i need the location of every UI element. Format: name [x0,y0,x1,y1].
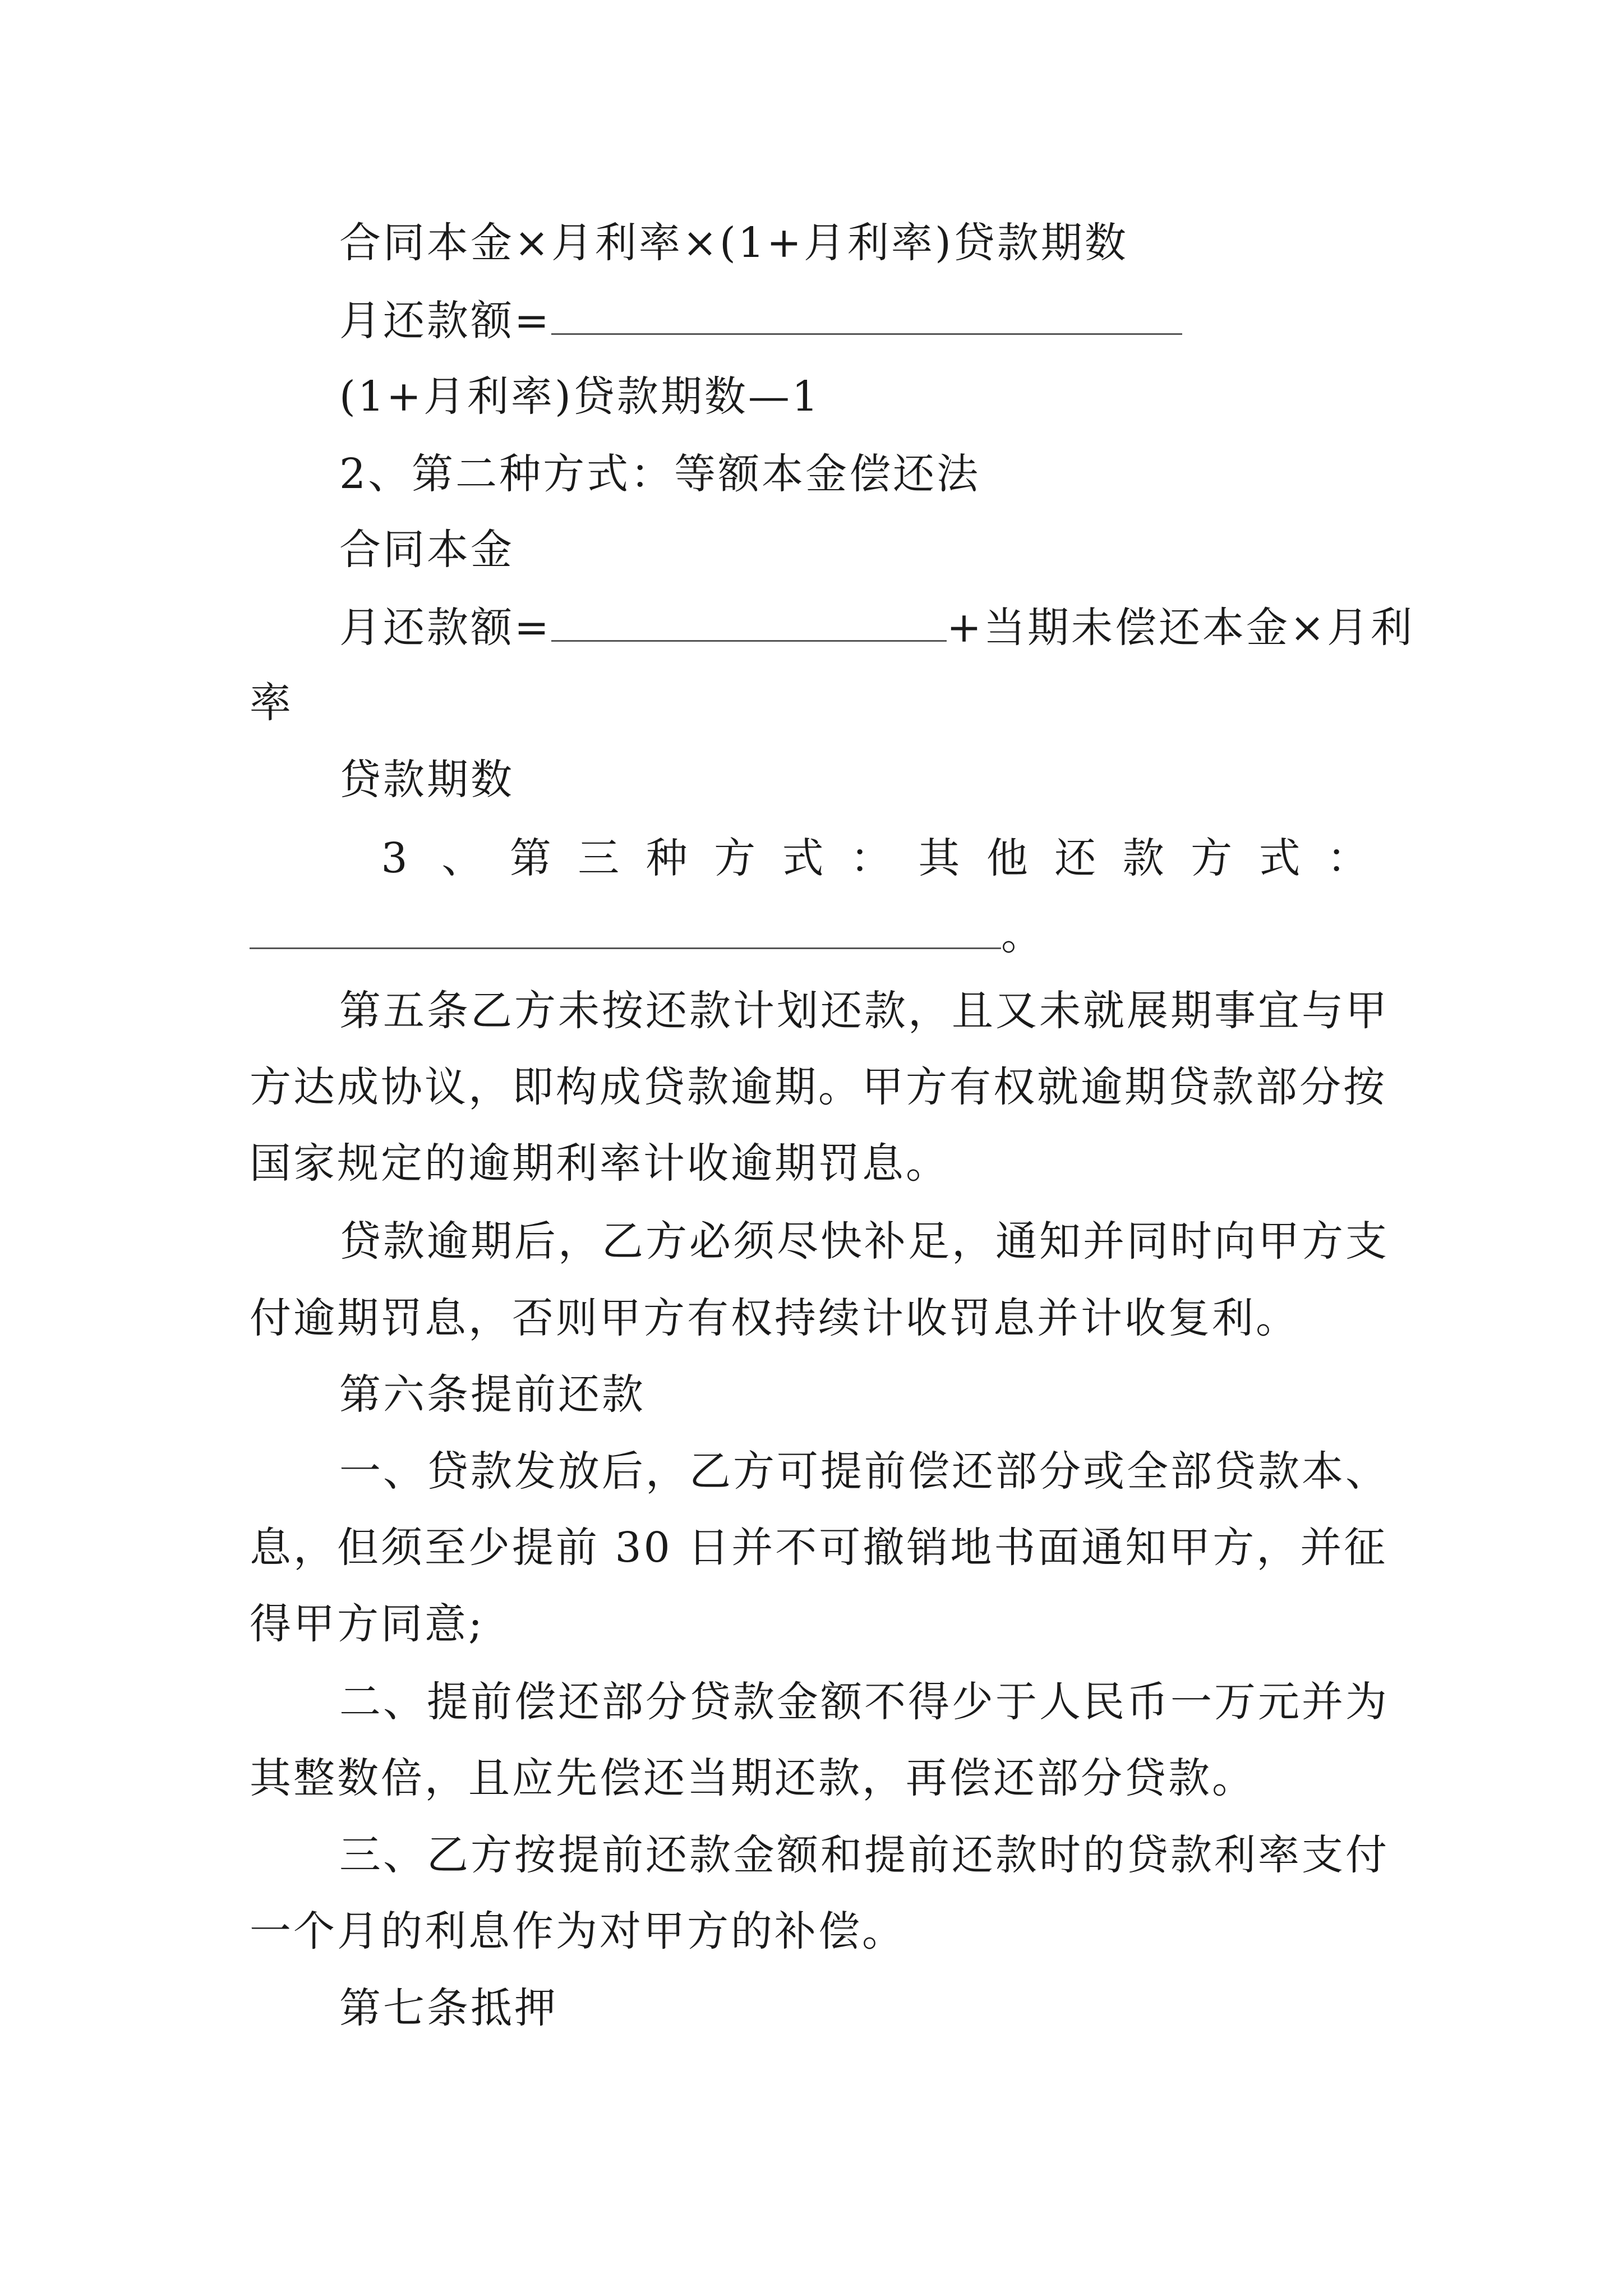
method-3-heading-char: ： [1327,834,1371,882]
method-3-heading-char: 款 [1122,834,1166,882]
overdue-paragraph-line-2: 付逾期罚息，否则甲方有权持续计收罚息并计收复利。 [250,1294,1299,1342]
clause-2-line-2: 其整数倍，且应先偿还当期还款，再偿还部分贷款。 [250,1754,1256,1802]
formula-line-1 [0,292,1623,349]
method-3-heading-char: ： [850,834,894,882]
method-3-heading-char: 方 [714,834,758,882]
formula-wrap-2: 率 [250,679,293,727]
formula-label-1: 月还款额= [339,297,552,345]
method-3-heading-char: 种 [645,834,690,882]
method-2-heading: 2、第二种方式：等额本金偿还法 [339,450,981,498]
fill-in-blank [250,906,1001,949]
method-3-heading-char: 、 [441,834,486,882]
clause-1-line-1: 一、贷款发放后，乙方可提前偿还部分或全部贷款本、 [339,1447,1389,1496]
article-5-line-3: 国家规定的逾期利率计收逾期罚息。 [250,1139,949,1188]
formula-numerator-1: 合同本金×月利率×(1+月利率)贷款期数 [339,219,1128,267]
method-3-heading-char: 式 [1258,834,1303,882]
method-3-heading-char: 三 [578,834,622,882]
article-7-heading: 第七条抵押 [339,1984,558,2032]
method-3-heading-char: 还 [1054,834,1099,882]
method-3-heading-char: 第 [509,834,554,882]
method-3-heading-char: 式 [782,834,826,882]
formula-remainder-2: +当期未偿还本金×月利 [947,604,1415,652]
clause-3-line-2: 一个月的利息作为对甲方的补偿。 [250,1907,906,1955]
clause-3-line-1: 三、乙方按提前还款金额和提前还款时的贷款利率支付 [339,1831,1389,1879]
overdue-paragraph-line-1: 贷款逾期后，乙方必须尽快补足，通知并同时向甲方支 [339,1217,1389,1266]
clause-1-line-2: 息，但须至少提前 30 日并不可撤销地书面通知甲方，并征 [250,1524,1388,1572]
clause-2-line-1: 二、提前偿还部分贷款金额不得少于人民币一万元并为 [339,1678,1389,1726]
method-3-heading-char: 3 [381,834,410,882]
method-3-heading-char: 方 [1191,834,1235,882]
method-3-heading-char: 其 [918,834,962,882]
period: 。 [1001,911,1045,959]
formula-line-2 [0,599,1623,656]
formula-denominator-2: 贷款期数 [339,756,514,804]
article-6-heading: 第六条提前还款 [339,1370,645,1419]
method-3-heading-char: 他 [986,834,1030,882]
fraction-bar-1 [551,292,1182,335]
formula-numerator-2: 合同本金 [339,526,514,574]
clause-1-line-3: 得甲方同意; [250,1600,485,1648]
method-3-blank-line [0,906,1623,963]
fraction-bar-2 [551,599,947,642]
article-5-line-2: 方达成协议，即构成贷款逾期。甲方有权就逾期贷款部分按 [250,1063,1387,1111]
article-5-line-1: 第五条乙方未按还款计划还款，且又未就展期事宜与甲 [339,987,1389,1035]
formula-denominator-1: (1+月利率)贷款期数—1 [339,372,820,421]
formula-label-2: 月还款额= [339,604,552,652]
